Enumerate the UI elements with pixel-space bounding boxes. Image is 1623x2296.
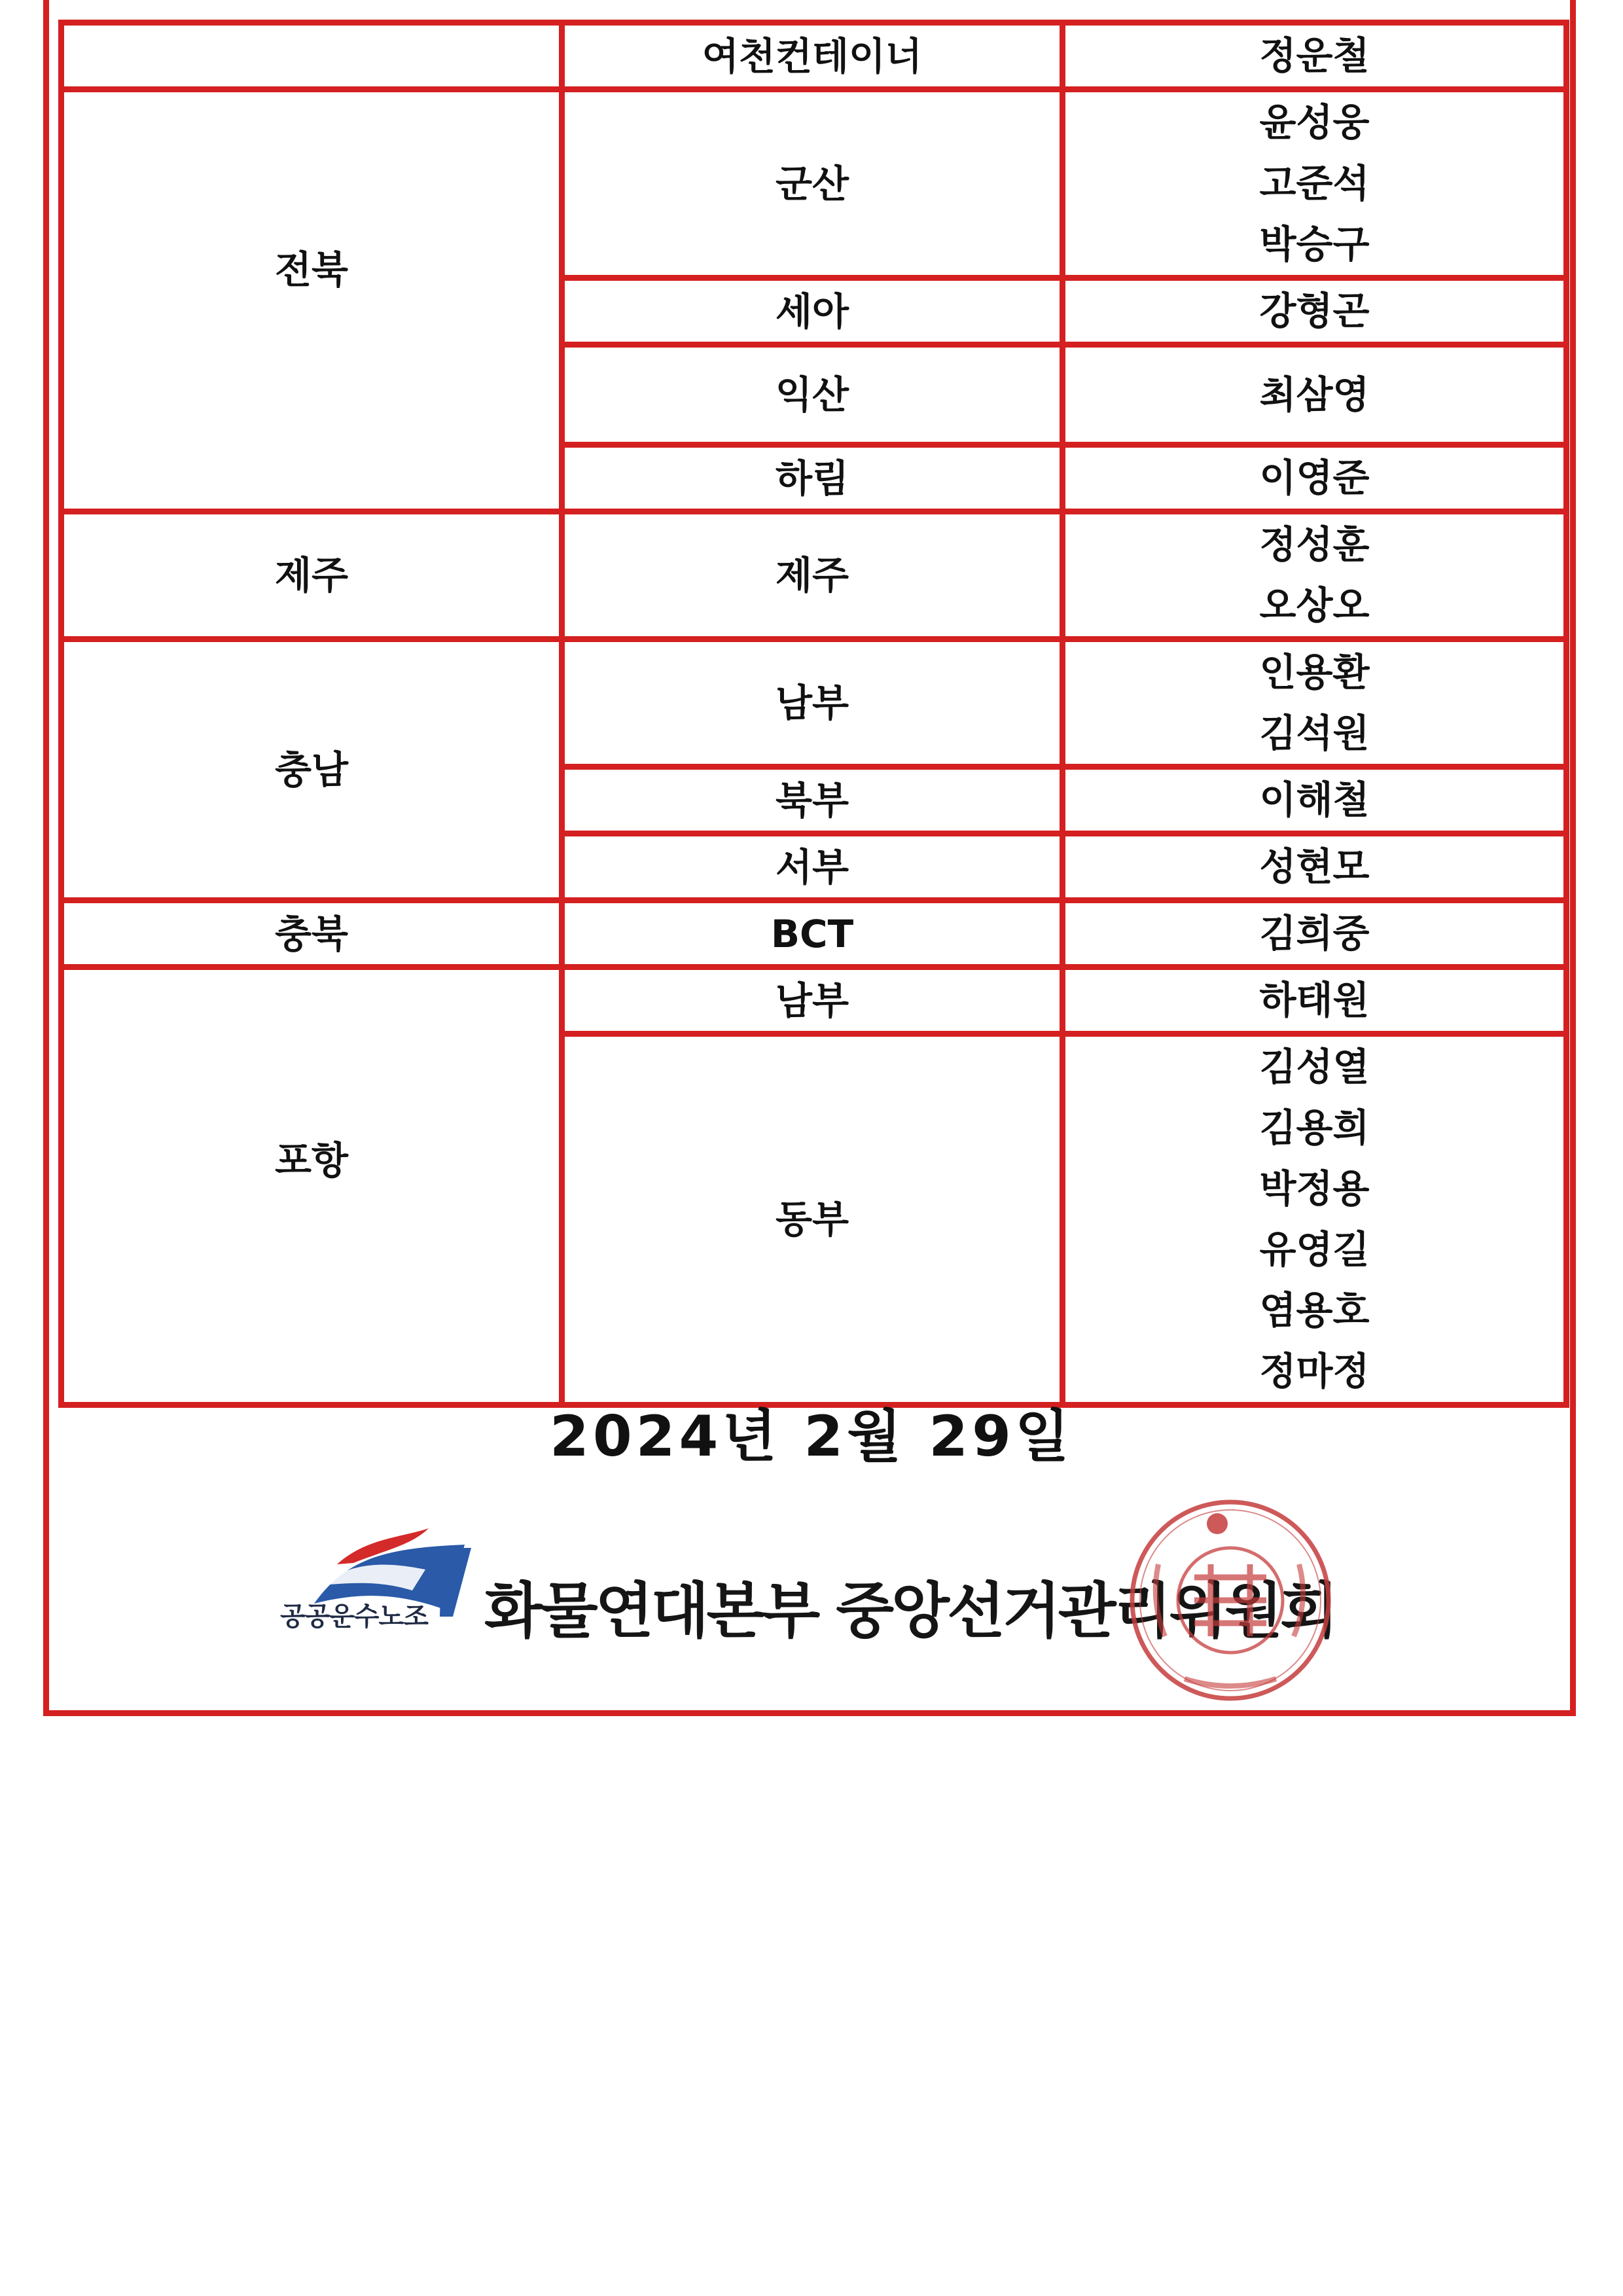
names-cell bbox=[1063, 278, 1567, 345]
branch-cell: 서부 bbox=[562, 834, 1063, 901]
signature-block bbox=[275, 1492, 1355, 1702]
branch-cell: 세아 bbox=[562, 278, 1063, 345]
region-cell: 전북 bbox=[62, 90, 562, 512]
member-name: 강형곤 bbox=[1259, 289, 1370, 333]
member-name: 박승구 bbox=[1259, 222, 1370, 266]
table-row bbox=[62, 901, 1567, 967]
names-cell bbox=[1063, 90, 1567, 278]
region-cell: 제주 bbox=[62, 512, 562, 639]
branch-cell: BCT bbox=[562, 901, 1063, 967]
union-name: 공공운수노조 bbox=[280, 1602, 428, 1632]
member-name: 염용호 bbox=[1259, 1288, 1370, 1333]
names-cell bbox=[1063, 345, 1567, 445]
member-name: 김석원 bbox=[1259, 711, 1370, 755]
member-name: 유영길 bbox=[1259, 1227, 1370, 1272]
member-name: 이영준 bbox=[1259, 456, 1370, 500]
branch-cell: 하림 bbox=[562, 445, 1063, 512]
table-row bbox=[62, 23, 1567, 90]
member-name: 김용희 bbox=[1259, 1105, 1370, 1150]
member-name: 성현모 bbox=[1259, 844, 1370, 889]
table-row bbox=[62, 639, 1567, 767]
member-name: 정마정 bbox=[1259, 1349, 1370, 1393]
names-cell bbox=[1063, 901, 1567, 967]
region-cell: 충남 bbox=[62, 639, 562, 901]
branch-cell: 여천컨테이너 bbox=[562, 23, 1063, 90]
member-name: 최삼영 bbox=[1259, 372, 1370, 417]
member-name: 오상오 bbox=[1259, 583, 1370, 628]
official-seal-icon bbox=[1122, 1492, 1338, 1708]
names-cell bbox=[1063, 1034, 1567, 1405]
names-cell bbox=[1063, 23, 1567, 90]
member-name: 김성열 bbox=[1259, 1045, 1370, 1089]
branch-cell: 남부 bbox=[562, 639, 1063, 767]
branch-cell: 익산 bbox=[562, 345, 1063, 445]
branch-cell: 동부 bbox=[562, 1034, 1063, 1405]
branch-cell: 북부 bbox=[562, 767, 1063, 834]
member-name: 윤성웅 bbox=[1259, 100, 1370, 145]
branch-cell: 군산 bbox=[562, 90, 1063, 278]
names-cell bbox=[1063, 834, 1567, 901]
region-cell-empty bbox=[62, 23, 562, 90]
region-cell: 포항 bbox=[62, 967, 562, 1405]
region-cell: 충북 bbox=[62, 901, 562, 967]
document-date: 2024년 2월 29일 bbox=[550, 1404, 1073, 1469]
committee-name: 화물연대본부 중앙선거관리위원회 bbox=[484, 1576, 1336, 1646]
member-name: 박정용 bbox=[1259, 1166, 1370, 1211]
table-row bbox=[62, 967, 1567, 1034]
names-cell bbox=[1063, 512, 1567, 639]
member-name: 인용환 bbox=[1259, 650, 1370, 694]
member-name: 정성훈 bbox=[1259, 522, 1370, 567]
member-name: 김희중 bbox=[1259, 911, 1370, 956]
member-name: 이해철 bbox=[1259, 778, 1370, 822]
branch-cell: 제주 bbox=[562, 512, 1063, 639]
names-cell bbox=[1063, 767, 1567, 834]
member-name: 정운철 bbox=[1259, 33, 1370, 78]
table-row bbox=[62, 90, 1567, 278]
branch-cell: 남부 bbox=[562, 967, 1063, 1034]
member-name: 고준석 bbox=[1259, 161, 1370, 206]
member-name: 하태원 bbox=[1259, 978, 1370, 1022]
names-cell bbox=[1063, 967, 1567, 1034]
table-row bbox=[62, 512, 1567, 639]
officer-roster-table bbox=[58, 20, 1569, 1408]
names-cell bbox=[1063, 639, 1567, 767]
names-cell bbox=[1063, 445, 1567, 512]
